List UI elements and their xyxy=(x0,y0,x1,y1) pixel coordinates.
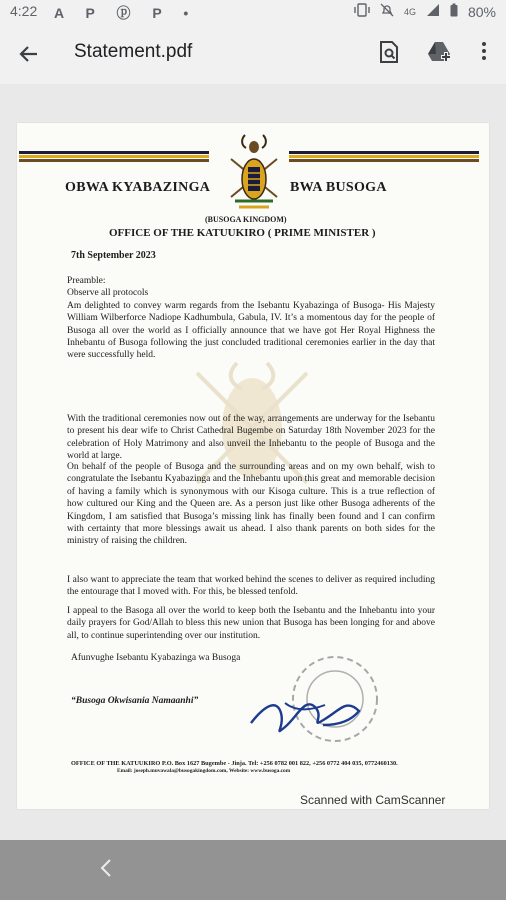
paragraph-preamble: Preamble: Observe all protocols Am delighted to convey warm regards from the Isebantu Kyabazinga of Busoga- His Majesty William Wilberforce Nadiope Kadhumbula, Gabula, IV. It’s a momentous day for the people of Busoga all over the world as I officially announce that we have got Her Royal Highness the Inhebantu of Busoga following the just concluded traditional ceremonies earlier in the day that were successfully held. xyxy=(67,276,435,361)
signoff-text: Afunvughe Isebantu Kyabazinga wa Busoga xyxy=(71,653,241,663)
scanner-watermark: Scanned with CamScanner xyxy=(300,793,446,807)
header-left-title: OBWA KYABAZINGA xyxy=(65,180,211,195)
busoga-crest-logo xyxy=(221,129,287,215)
paragraph-ceremonies: With the traditional ceremonies now out of the way, arrangements are underway for the Isebantu to present his dear wife to Christ Cathedral Bugembe on Saturday 18th November 2023 for the celebration of Holy Matrimony and also unveil the Inhebantu to the people of Busoga and the world at large. xyxy=(67,414,435,462)
paragraph-congratulations: On behalf of the people of Busoga and the surrounding areas and on my own behalf, wish to congratulate the Isebantu Kyabazinga and the Inhebantu upon this great and memorable decision of having a family which is synonymous with our Kisoga culture. This is a true reflection of how cultured our King and the Queen are. As a person just like other Busoga adherents of the Kingdom, I am satisfied that Busoga’s missing link has finally been found and I can confirm with certainty that more blessings await us ahead. I also thank parents on both sides for the ministry of raising the children. xyxy=(67,462,435,547)
drive-add-icon[interactable] xyxy=(426,40,454,68)
status-right xyxy=(354,3,496,20)
document-search-icon[interactable] xyxy=(375,40,403,68)
paragraph-appreciation: I also want to appreciate the team that worked behind the scenes to deliver as required including the entourage that I moved with. For this, be blessed tenfold. xyxy=(67,575,435,598)
office-title: OFFICE OF THE KATUUKIRO ( PRIME MINISTER ) xyxy=(109,227,376,239)
more-vert-icon[interactable] xyxy=(470,40,498,68)
battery-icon xyxy=(450,3,458,20)
bell-off-icon xyxy=(380,3,394,20)
system-nav-bar xyxy=(0,840,506,900)
signal-icon xyxy=(426,3,440,20)
app-bar xyxy=(0,24,506,84)
motto-text: “Busoga Okwisania Namaanhi” xyxy=(71,696,199,706)
header-right-title: BWA BUSOGA xyxy=(290,180,387,195)
notification-icons: A P ⓟ P • xyxy=(54,5,198,21)
back-arrow-icon[interactable] xyxy=(14,39,44,69)
battery-percent: 80% xyxy=(467,3,496,20)
document-page xyxy=(17,123,489,809)
paragraph-appeal: I appeal to the Basoga all over the world to keep both the Isebantu and the Inhebantu into your daily prayers for God/Allah to bless this new union that Busoga has been longing for and above all, to continue superintending over our institution. xyxy=(67,606,435,641)
footer-address: OFFICE OF THE KATUUKIRO P.O. Box 1627 Bugembe - Jinja. Tel: +256 0782 001 822, +256 0772 404 035, 0772460130. xyxy=(71,760,398,767)
footer-email: Email: joseph.muvawala@busogakingdom.com, Website: www.busoga.com xyxy=(117,768,291,774)
signature xyxy=(245,683,375,747)
header-stripe-right xyxy=(289,151,479,163)
document-title: Statement.pdf xyxy=(74,41,193,62)
nav-back-icon[interactable] xyxy=(100,858,112,884)
status-bar xyxy=(0,0,506,24)
header-stripe-left xyxy=(19,151,209,163)
kingdom-subtitle: (BUSOGA KINGDOM) xyxy=(205,215,287,224)
status-time: 4:22 xyxy=(10,3,38,19)
letter-date: 7th September 2023 xyxy=(71,250,156,261)
network-type: 4G xyxy=(403,6,416,17)
vibrate-icon xyxy=(354,3,370,20)
